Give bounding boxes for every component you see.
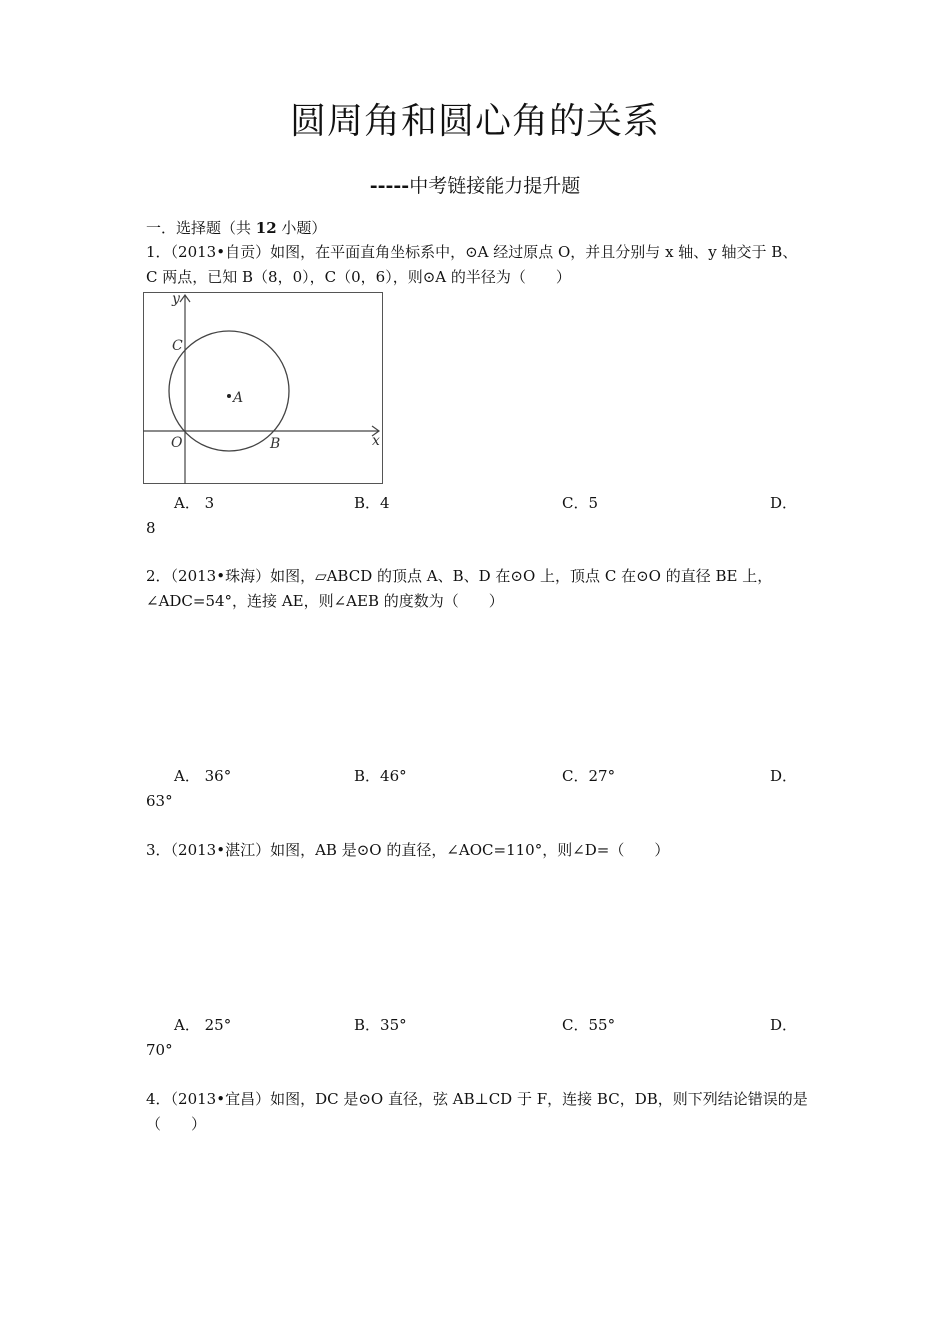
q2-option-d: D． (770, 767, 798, 785)
question-2-text: 2．（2013•珠海）如图，▱ABCD 的顶点 A、B、D 在⊙O 上，顶点 C 在⊙O 的直径 BE 上，∠ADC=54°，连接 AE，则∠AEB 的度数为（ ） (146, 567, 773, 610)
label-x: x (372, 433, 380, 449)
section-heading-suffix: 小题） (276, 219, 327, 237)
center-point-a (227, 394, 231, 398)
q2-option-b: B．46° (354, 767, 407, 785)
q1-option-a: A． 3 (174, 494, 215, 512)
label-b: B (270, 436, 281, 452)
question-3-text: 3．（2013•湛江）如图，AB 是⊙O 的直径，∠AOC=110°，则∠D=（ ） (146, 841, 670, 859)
q3-option-d-value: 70° (146, 1041, 173, 1059)
label-o: O (171, 435, 183, 451)
q3-option-a: A． 25° (174, 1016, 232, 1034)
q2-option-c: C．27° (562, 767, 616, 785)
label-y: y (172, 292, 180, 307)
q1-option-c: C．5 (562, 494, 599, 512)
document-title: 圆周角和圆心角的关系 (289, 101, 660, 142)
q3-option-b: B．35° (354, 1016, 407, 1034)
section-heading-prefix: 一．选择题（共 (146, 219, 256, 237)
subtitle-text: 中考链接能力提升题 (409, 175, 581, 197)
q2-option-a: A． 36° (174, 767, 232, 785)
question-1-figure (143, 292, 383, 484)
figure-frame (144, 293, 383, 484)
q2-option-d-value: 63° (146, 792, 173, 810)
label-c: C (172, 338, 183, 354)
section-heading (146, 218, 326, 238)
q1-option-d: D． (770, 494, 798, 512)
question-1-text: 1．（2013•自贡）如图，在平面直角坐标系中，⊙A 经过原点 O，并且分别与 x 轴、y 轴交于 B、C 两点，已知 B（8，0），C（0，6），则⊙A 的半径为（ ） (146, 243, 798, 286)
q3-option-c: C．55° (562, 1016, 616, 1034)
section-heading-count: 12 (255, 219, 277, 237)
subtitle-dashes: ----- (369, 175, 410, 197)
q1-option-d-value: 8 (146, 519, 156, 537)
q1-option-b: B．4 (354, 494, 390, 512)
label-a: A (233, 390, 244, 406)
q3-option-d: D． (770, 1016, 798, 1034)
document-subtitle (0, 172, 950, 200)
question-4-text: 4．（2013•宜昌）如图，DC 是⊙O 直径，弦 AB⊥CD 于 F，连接 BC，DB，则下列结论错误的是（ ） (146, 1090, 808, 1133)
